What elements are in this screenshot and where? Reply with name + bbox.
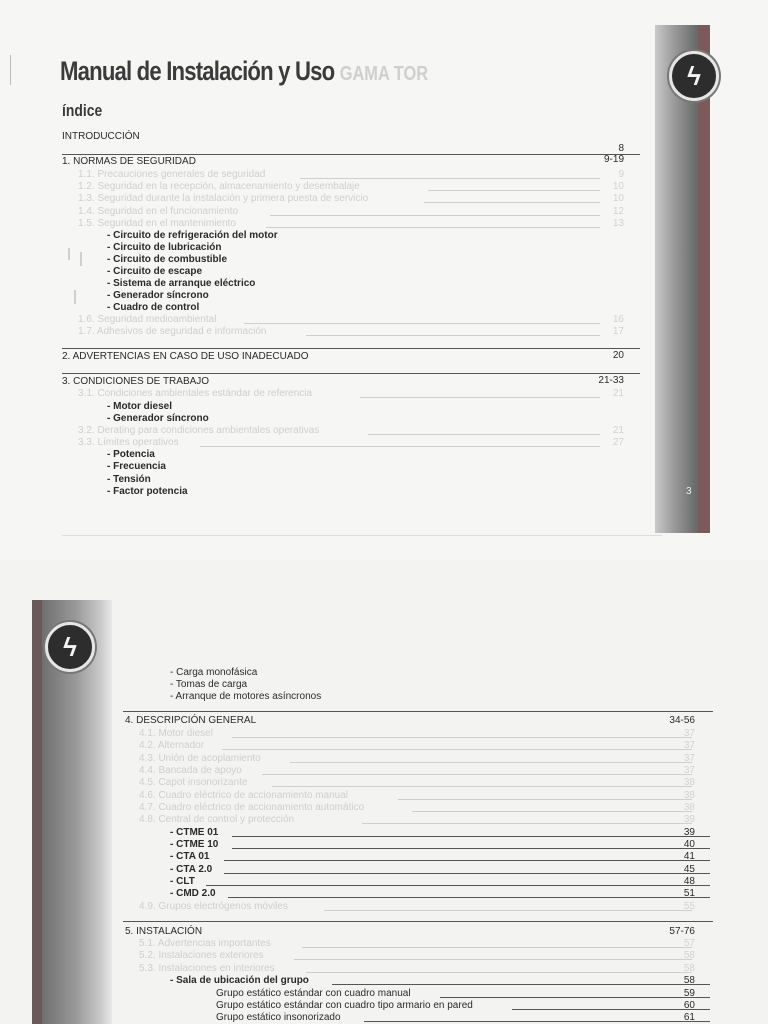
- toc-item-page: 37: [683, 728, 695, 739]
- toc-item: 5.3. Instalaciones en interiores: [139, 963, 275, 974]
- leader-line: [272, 786, 692, 787]
- toc-section-2: 2. ADVERTENCIAS EN CASO DE USO INADECUADO: [62, 351, 309, 362]
- toc-intro: INTRODUCCIÓN: [62, 131, 140, 142]
- toc-item-page: 9: [618, 169, 624, 180]
- toc-subitem-page: 48: [683, 876, 695, 887]
- toc-section-4: 4. DESCRIPCIÓN GENERAL: [125, 715, 257, 726]
- toc-item: 1.5. Seguridad en el mantenimiento: [78, 218, 236, 229]
- section-rule: [62, 348, 640, 349]
- leader-line: [294, 959, 692, 960]
- leader-line: [270, 215, 600, 216]
- toc-detail: Grupo estático insonorizado: [216, 1012, 341, 1023]
- toc-detail-page: 59: [683, 988, 695, 999]
- toc-item: 5.1. Advertencias importantes: [139, 938, 271, 949]
- toc-subitem: - Cuadro de control: [107, 302, 200, 313]
- toc-item: 5.2. Instalaciones exteriores: [139, 950, 264, 961]
- margin-mark: [68, 248, 70, 260]
- brand-name: GAMA TOR: [339, 63, 429, 85]
- leader-line: [300, 178, 600, 179]
- toc-item: 4.5. Capot insonorizante: [139, 777, 248, 788]
- page-number: 3: [686, 486, 692, 497]
- toc-section-3: 3. CONDICIONES DE TRABAJO: [62, 376, 210, 387]
- side-band-left-accent: [32, 600, 42, 1024]
- toc-item: 4.1. Motor diesel: [139, 728, 213, 739]
- toc-subitem: - Circuito de escape: [107, 266, 203, 277]
- toc-subitem: - Circuito de combustible: [107, 254, 228, 265]
- lightning-logo-icon: ϟ: [45, 622, 95, 672]
- toc-item: 1.2. Seguridad en la recepción, almacenamiento y desembalaje: [78, 181, 360, 192]
- toc-section-2-page: 20: [612, 350, 624, 361]
- toc-item: 1.7. Adhesivos de seguridad e información: [78, 326, 267, 337]
- toc-item-page: 57: [683, 938, 695, 949]
- toc-section-1-page: 9-19: [603, 154, 624, 165]
- toc-item-page: 21: [612, 388, 624, 399]
- toc-subitem: - CMD 2.0: [170, 888, 216, 899]
- toc-section-5-page: 57-76: [669, 926, 695, 937]
- toc-item: 4.9. Grupos electrógenos móviles: [139, 901, 288, 912]
- toc-intro-page: 8: [618, 143, 624, 154]
- toc-subitem-page: 45: [683, 864, 695, 875]
- toc-subitem-page: 39: [683, 827, 695, 838]
- toc-subitem: - Tensión: [107, 474, 151, 485]
- toc-item-page: 58: [683, 950, 695, 961]
- toc-section-1: 1. NORMAS DE SEGURIDAD: [62, 156, 196, 167]
- toc-subitem: - Carga monofásica: [170, 667, 258, 678]
- section-rule: [123, 711, 713, 712]
- toc-item-page: 38: [683, 790, 695, 801]
- toc-subitem-page: 51: [683, 888, 695, 899]
- index-heading: índice: [62, 101, 103, 120]
- toc-item: 3.1. Condiciones ambientales estándar de referencia: [78, 388, 313, 399]
- toc-subitem-page: 58: [683, 975, 695, 986]
- toc-item: 4.3. Unión de acoplamiento: [139, 753, 261, 764]
- toc-subitem: - Motor diesel: [107, 401, 173, 412]
- toc-subitem: - Factor potencia: [107, 486, 188, 497]
- toc-detail: Grupo estático estándar con cuadro manual: [216, 988, 411, 999]
- toc-item-page: 10: [612, 193, 624, 204]
- leader-line: [200, 446, 600, 447]
- toc-section-4-page: 34-56: [669, 715, 695, 726]
- toc-item: 3.3. Límites operativos: [78, 437, 179, 448]
- margin-mark: [80, 252, 82, 266]
- margin-mark: [74, 290, 76, 304]
- leader-line: [232, 737, 692, 738]
- toc-item-page: 38: [683, 777, 695, 788]
- leader-line: [266, 227, 600, 228]
- toc-item-page: 13: [612, 218, 624, 229]
- toc-item-page: 17: [612, 326, 624, 337]
- toc-item-page: 21: [612, 425, 624, 436]
- leader-line: [222, 749, 692, 750]
- page-title: Manual de Instalación y Uso GAMA TOR: [60, 56, 429, 86]
- page-edge-mark: [10, 55, 11, 85]
- toc-item-page: 38: [683, 802, 695, 813]
- toc-subitem: - CTME 10: [170, 839, 219, 850]
- toc-item-page: 27: [612, 437, 624, 448]
- toc-item: 3.2. Derating para condiciones ambientales operativas: [78, 425, 320, 436]
- toc-detail: Grupo estático estándar con cuadro tipo armario en pared: [216, 1000, 473, 1011]
- toc-item-page: 16: [612, 314, 624, 325]
- leader-line: [290, 762, 692, 763]
- toc-section-5: 5. INSTALACIÓN: [125, 926, 203, 937]
- toc-subitem-page: 41: [683, 851, 695, 862]
- leader-line: [262, 774, 692, 775]
- toc-subitem: - Circuito de refrigeración del motor: [107, 230, 278, 241]
- toc-item: 1.3. Seguridad durante la instalación y primera puesta de servicio: [78, 193, 369, 204]
- toc-subitem: - CTME 01: [170, 827, 219, 838]
- toc-subitem: - Sala de ubicación del grupo: [170, 975, 309, 986]
- toc-subitem: - Potencia: [107, 449, 155, 460]
- toc-subitem: - CLT: [170, 876, 195, 887]
- section-rule: [123, 921, 713, 922]
- toc-item-page: 55: [683, 901, 695, 912]
- toc-subitem: - Generador síncrono: [107, 413, 209, 424]
- toc-item: 1.1. Precauciones generales de seguridad: [78, 169, 266, 180]
- section-rule: [62, 373, 640, 374]
- toc-subitem-page: 40: [683, 839, 695, 850]
- toc-item-page: 10: [612, 181, 624, 192]
- toc-item: 4.4. Bancada de apoyo: [139, 765, 242, 776]
- toc-detail-page: 60: [683, 1000, 695, 1011]
- toc-subitem: - Arranque de motores asíncronos: [170, 691, 322, 702]
- toc-item: 4.8. Central de control y protección: [139, 814, 295, 825]
- toc-item: 1.4. Seguridad en el funcionamiento: [78, 206, 239, 217]
- toc-subitem: - Generador síncrono: [107, 290, 209, 301]
- leader-line: [302, 947, 692, 948]
- toc-section-3-page: 21-33: [598, 375, 624, 386]
- toc-subitem: - CTA 01: [170, 851, 210, 862]
- leader-line: [244, 323, 600, 324]
- page-bottom-rule: [62, 535, 662, 536]
- toc-item-page: 37: [683, 753, 695, 764]
- lightning-logo-icon: ϟ: [669, 51, 719, 101]
- toc-item: 4.7. Cuadro eléctrico de accionamiento automático: [139, 802, 365, 813]
- toc-item: 4.2. Alternador: [139, 740, 205, 751]
- side-band-right-accent: [698, 25, 710, 533]
- leader-line: [306, 335, 600, 336]
- toc-item-page: 12: [612, 206, 624, 217]
- toc-subitem: - CTA 2.0: [170, 864, 213, 875]
- toc-item: 1.6. Seguridad medioambiental: [78, 314, 217, 325]
- toc-item-page: 37: [683, 740, 695, 751]
- toc-item: 4.6. Cuadro eléctrico de accionamiento manual: [139, 790, 349, 801]
- toc-detail-page: 61: [683, 1012, 695, 1023]
- toc-item-page: 37: [683, 765, 695, 776]
- toc-subitem: - Frecuencia: [107, 461, 166, 472]
- toc-subitem: - Circuito de lubricación: [107, 242, 222, 253]
- toc-subitem: - Tomas de carga: [170, 679, 248, 690]
- toc-item-page: 58: [683, 963, 695, 974]
- toc-subitem: - Sistema de arranque eléctrico: [107, 278, 256, 289]
- toc-item-page: 39: [683, 814, 695, 825]
- section-rule: [62, 154, 640, 155]
